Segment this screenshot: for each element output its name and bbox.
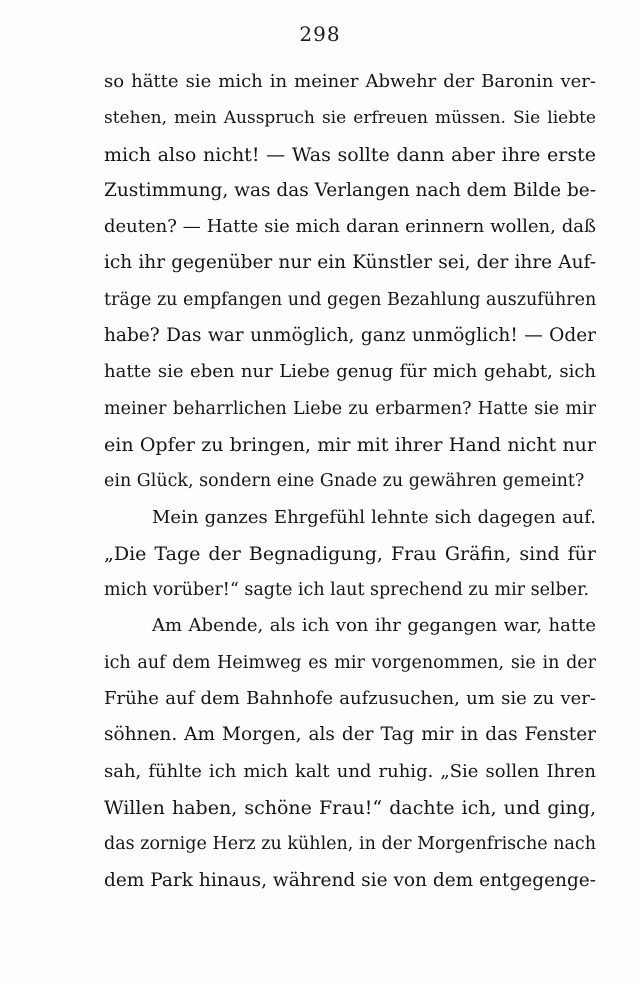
text-line: Frühe auf dem Bahnhofe aufzusuchen, um sie zu ver- [104, 688, 596, 710]
text-line: das zornige Herz zu kühlen, in der Morgenfrische nach [104, 834, 596, 855]
text-line: ein Glück, sondern eine Gnade zu gewähren gemeint? [104, 471, 585, 492]
text-line: söhnen. Am Morgen, als der Tag mir in das Fenster [104, 724, 596, 746]
text-line: träge zu empfangen und gegen Bezahlung auszuführen [104, 289, 596, 310]
text-line: Am Abende, als ich von ihr gegangen war, hatte [152, 615, 596, 637]
text-line: Zustimmung, was das Verlangen nach dem Bilde be- [104, 179, 596, 201]
page-number: 298 [299, 22, 341, 46]
text-line: ich ihr gegenüber nur ein Künstler sei, der ihre Auf- [104, 252, 596, 274]
text-line: stehen, mein Ausspruch sie erfreuen müssen. Sie liebte [104, 108, 596, 129]
text-line: sah, fühlte ich mich kalt und ruhig. „Sie sollen Ihren [104, 760, 596, 782]
text-line: Willen haben, schöne Frau!“ dachte ich, und ging, [104, 796, 596, 819]
text-line: dem Park hinaus, während sie von dem entgegenge- [104, 869, 596, 891]
text-line: meiner beharrlichen Liebe zu erbarmen? Hatte sie mir [104, 398, 596, 419]
text-line: ich auf dem Heimweg es mir vorgenommen, sie in der [104, 652, 596, 673]
text-line: habe? Das war unmöglich, ganz unmöglich! — Oder [104, 325, 596, 347]
body-text [104, 64, 596, 899]
text-line: mich vorüber!“ sagte ich laut sprechend zu mir selber. [104, 580, 590, 601]
text-line: hatte sie eben nur Liebe genug für mich gehabt, sich [104, 361, 596, 383]
text-line: ein Opfer zu bringen, mir mit ihrer Hand nicht nur [104, 433, 596, 456]
text-line: „Die Tage der Begnadigung, Frau Gräfin, sind für [104, 542, 596, 565]
text-line: mich also nicht! — Was sollte dann aber ihre erste [104, 143, 596, 166]
text-line: so hätte sie mich in meiner Abwehr der Baronin ver- [104, 71, 596, 92]
text-line: deuten? — Hatte sie mich daran erinnern wollen, daß [104, 216, 596, 238]
text-line: Mein ganzes Ehrgefühl lehnte sich dagegen auf. [152, 506, 596, 528]
